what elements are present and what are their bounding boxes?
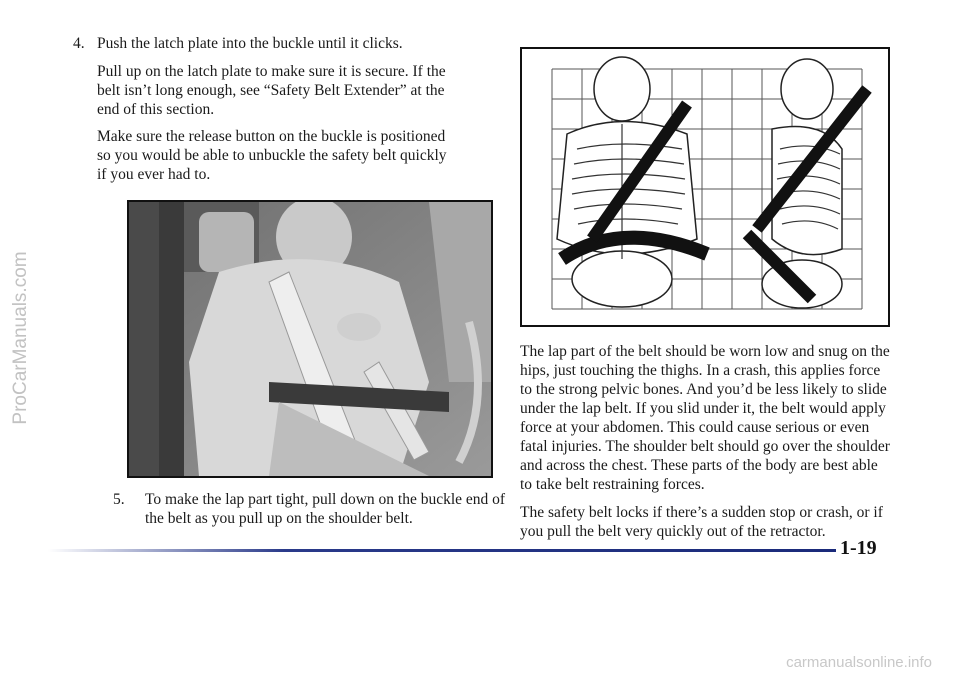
lap-belt-paragraph: The lap part of the belt should be worn low and snug on the hips, just touching the thighs. In a crash, this applies force to the strong pelvic bones. And you’d be less likely to slide under the lap belt. If you slid under it, the belt would apply force at your abdomen. This could cause serious or even fatal injuries. The shoulder belt should go over the shoulder and across the chest. These parts of the body are best able to take belt restraining forces. [520, 343, 890, 493]
footer-watermark: carmanualsonline.info [786, 654, 932, 671]
latch-secure-paragraph: Pull up on the latch plate to make sure it is secure. If the belt isn’t long enough, see “Safety Belt Extender” at the end of this section. [97, 63, 446, 118]
release-button-paragraph: Make sure the release button on the buckle is positioned so you would be able to unbuckle the safety belt quickly if you ever had to. [97, 128, 447, 183]
side-watermark-text: ProCarManuals.com [10, 251, 31, 425]
step-4 [65, 34, 455, 53]
skeleton-belt-diagram [520, 47, 890, 327]
belt-locks-paragraph: The safety belt locks if there’s a sudden stop or crash, or if you pull the belt very quickly out of the retractor. [520, 504, 883, 540]
step-5-number: 5. [113, 491, 125, 508]
right-column [520, 342, 892, 550]
step-5-text: To make the lap part tight, pull down on the buckle end of the belt as you pull up on the shoulder belt. [145, 491, 506, 527]
step-4-number: 4. [73, 35, 85, 52]
step-4-text: Push the latch plate into the buckle until it clicks. [97, 35, 403, 52]
skeleton-diagram-illustration [522, 49, 888, 325]
footer-rule [48, 549, 836, 552]
step-5 [113, 490, 513, 528]
buckle-photo [127, 200, 493, 478]
page-number: 1-19 [840, 537, 877, 559]
left-column [65, 34, 455, 192]
side-watermark [6, 0, 36, 676]
buckle-photo-illustration [129, 202, 491, 476]
